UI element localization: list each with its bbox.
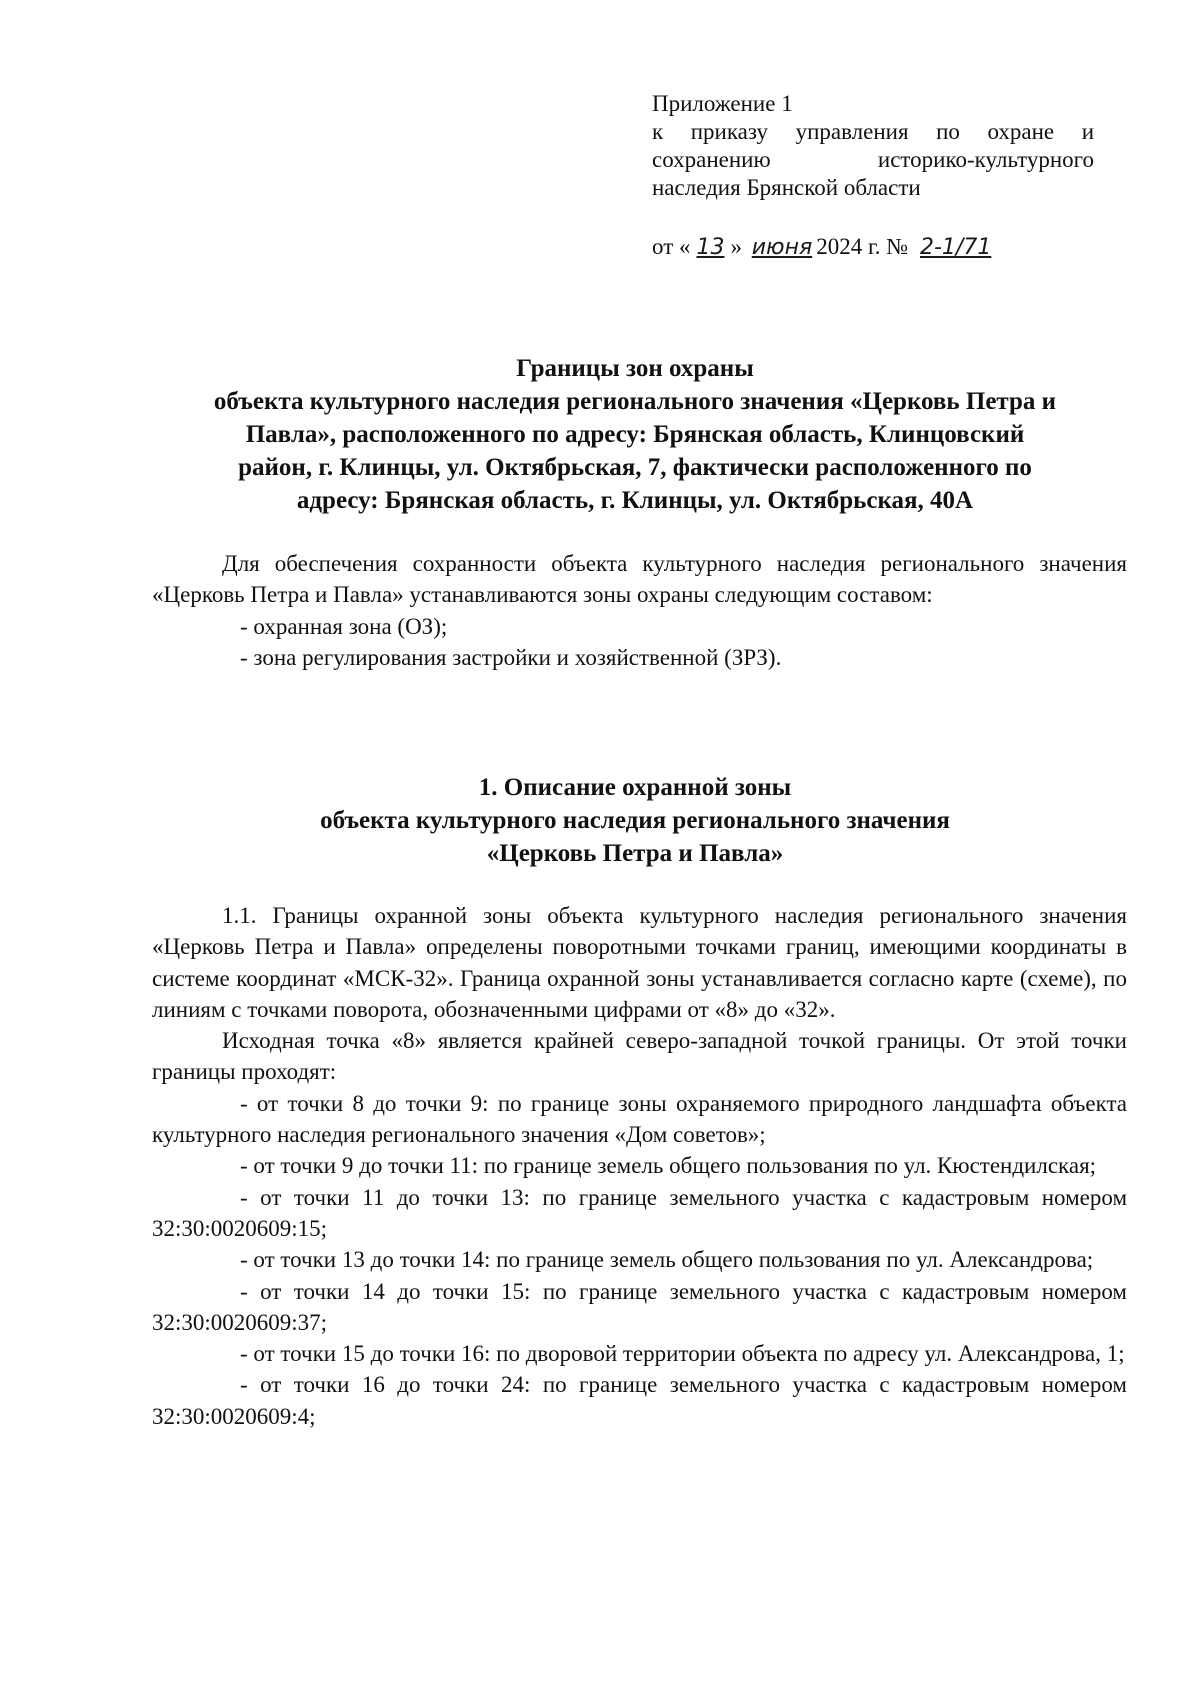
boundary-item: - от точки 16 до точки 24: по границе земельного участка с кадастровым номером 32:30:0020609:4; — [152, 1372, 1127, 1429]
appendix-block — [652, 90, 1094, 202]
section-title-line: объекта культурного наследия регионального значения — [320, 807, 950, 834]
section-1-body — [152, 900, 1127, 1432]
appendix-line: к приказу управления по охране и — [652, 119, 1094, 144]
boundary-item: - от точки 9 до точки 11: по границе земель общего пользования по ул. Кюстендилская; — [240, 1153, 1097, 1179]
list-item: - зона регулирования застройки и хозяйственной (ЗРЗ). — [240, 644, 782, 670]
boundary-item: - от точки 8 до точки 9: по границе зоны охраняемого природного ландшафта объекта культурного наследия регионального значения «Дом советов»; — [152, 1090, 1127, 1148]
handwritten-day: 13 — [696, 235, 725, 260]
section-paragraph: 1.1. Границы охранной зоны объекта культурного наследия регионального значения «Церковь Петра и Павла» определены поворотными точками границ, имеющими координаты в системе координат «МСК-32». Граница охранной зоны устанавливается согласно карте (схеме), по линиям с точками поворота, обозначенными цифрами от «8» до «32». — [152, 903, 1127, 1022]
title-line: адресу: Брянская область, г. Клинцы, ул. Октябрьская, 40А — [296, 487, 974, 514]
title-line: Границы зон охраны — [516, 355, 754, 382]
boundary-item: - от точки 13 до точки 14: по границе земель общего пользования по ул. Александрова; — [240, 1247, 1094, 1273]
handwritten-number: 2-1/71 — [919, 235, 992, 260]
boundary-item: - от точки 15 до точки 16: по дворовой территории объекта по адресу ул. Александрова, 1; — [240, 1341, 1125, 1367]
handwritten-month: июня — [751, 235, 813, 260]
appendix-line: сохранению историко-культурного — [652, 147, 1094, 172]
order-mid: » — [730, 234, 742, 259]
list-item: - охранная зона (ОЗ); — [240, 613, 448, 639]
section-1-title — [140, 771, 1130, 870]
order-year: 2024 г. № — [816, 234, 909, 259]
title-line: район, г. Клинцы, ул. Октябрьская, 7, фактически расположенного по — [238, 454, 1032, 481]
section-title-line: 1. Описание охранной зоны — [478, 774, 792, 801]
title-line: Павла», расположенного по адресу: Брянская область, Клинцовский — [245, 421, 1025, 448]
appendix-line: наследия Брянской области — [652, 175, 921, 200]
order-reference — [652, 233, 997, 262]
document-title — [140, 352, 1130, 517]
title-line: объекта культурного наследия регионального значения «Церковь Петра и — [213, 388, 1057, 415]
boundary-item: - от точки 14 до точки 15: по границе земельного участка с кадастровым номером 32:30:0020609:37; — [152, 1278, 1127, 1335]
intro-paragraph: Для обеспечения сохранности объекта культурного наследия регионального значения «Церковь Петра и Павла» устанавливаются зоны охраны следующим составом: — [152, 551, 1127, 608]
section-paragraph: Исходная точка «8» является крайней северо-западной точкой границы. От этой точки границы проходят: — [152, 1028, 1127, 1085]
intro-block — [152, 548, 1127, 673]
appendix-label: Приложение 1 — [652, 91, 793, 116]
section-title-line: «Церковь Петра и Павла» — [486, 840, 784, 867]
order-prefix: от « — [652, 234, 691, 259]
boundary-item: - от точки 11 до точки 13: по границе земельного участка с кадастровым номером 32:30:0020609:15; — [152, 1184, 1127, 1241]
